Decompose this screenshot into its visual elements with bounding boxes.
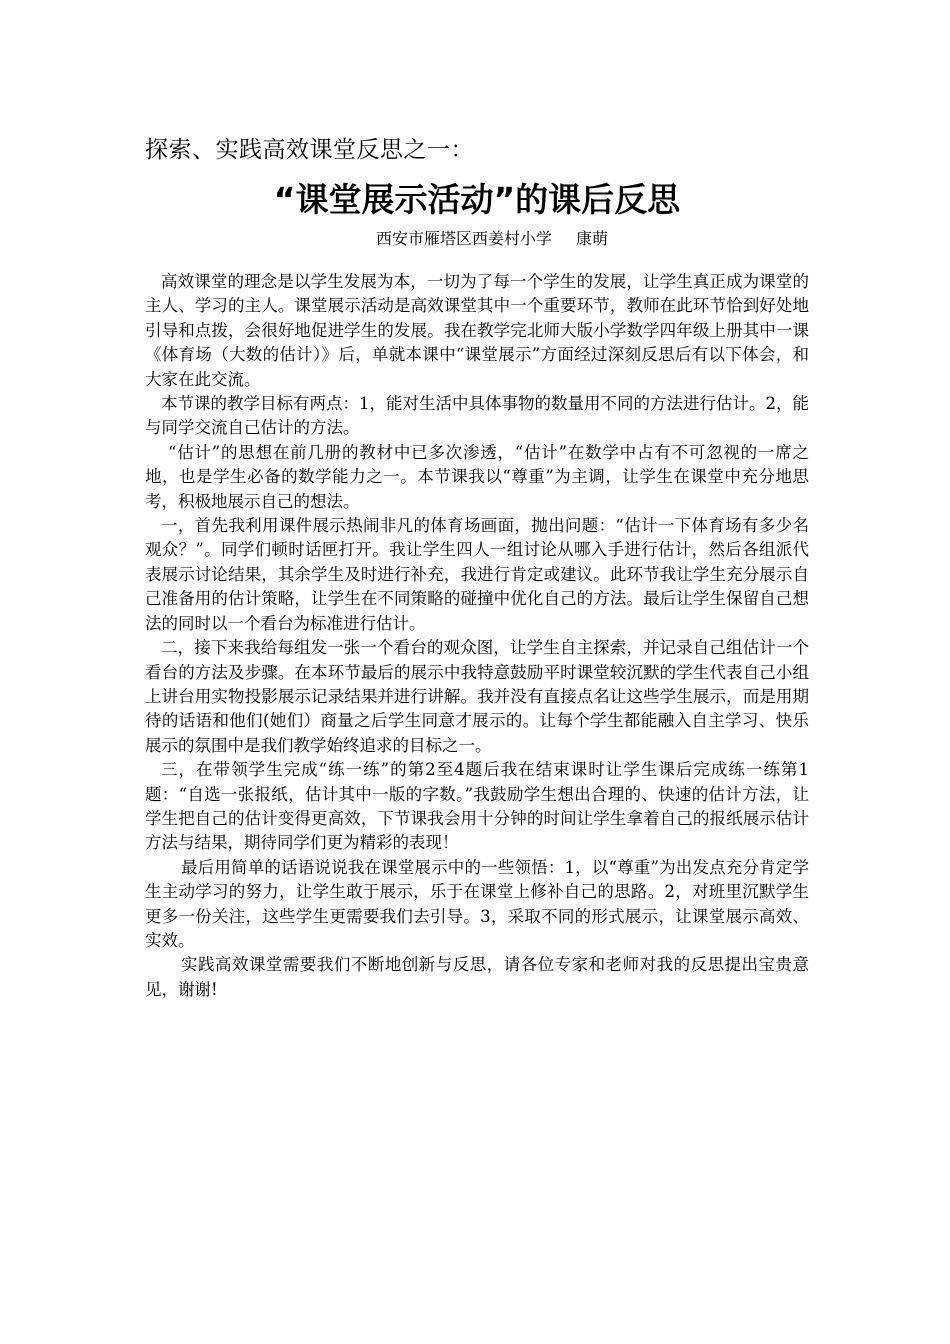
paragraph-step-two: 二，接下来我给每组发一张一个看台的观众图，让学生自主探索，并记录自己组估计一个看台的方法及步骤。在本环节最后的展示中我特意鼓励平时课堂较沉默的学生代表自己小组上讲台用实物投影展示记录结果并进行讲解。我并没有直接点名让这些学生展示，而是用期待的话语和他们(她们）商量之后学生同意才展示的。让每个学生都能融入自主学习、快乐展示的氛围中是我们教学始终追求的目标之一。 [145, 638, 809, 755]
main-title: “课堂展示活动”的课后反思 [273, 180, 681, 219]
author-name: 康萌 [576, 229, 609, 248]
document-page [145, 130, 809, 1002]
paragraph-step-three: 三，在带领学生完成“练一练”的第2至4题后我在结束课时让学生课后完成练一练第1题：“自选一张报纸，估计其中一版的字数。”我鼓励学生想出合理的、快速的估计方法，让学生把自己的估计变得更高效，下节课我会用十分钟的时间让学生拿着自己的报纸展示估计方法与结果，期待同学们更为精彩的表现！ [145, 760, 809, 853]
paragraph-reflection: 最后用简单的话语说说我在课堂展示中的一些领悟：1，以“尊重”为出发点充分肯定学生主动学习的努力，让学生敢于展示，乐于在课堂上修补自己的思路。2，对班里沉默学生更多一份关注，这些学生更需要我们去引导。3，采取不同的形式展示，让课堂展示高效、实效。 [145, 857, 809, 950]
paragraph-goals: 本节课的教学目标有两点：1，能对生活中具体事物的数量用不同的方法进行估计。2，能与同学交流自己估计的方法。 [145, 394, 809, 438]
paragraph-step-one: 一，首先我利用课件展示热闹非凡的体育场画面，抛出问题：“估计一下体育场有多少名观众？”。同学们顿时话匣打开。我让学生四人一组讨论从哪入手进行估计，然后各组派代表展示讨论结果，其余学生及时进行补充，我进行肯定或建议。此环节我让学生充分展示自己准备用的估计策略，让学生在不同策略的碰撞中优化自己的方法。最后让学生保留自己想法的同时以一个看台为标准进行估计。 [145, 516, 809, 633]
body-text [145, 270, 809, 1002]
paragraph-intro: 高效课堂的理念是以学生发展为本，一切为了每一个学生的发展，让学生真正成为课堂的主人、学习的主人。课堂展示活动是高效课堂其中一个重要环节，教师在此环节恰到好处地引导和点拨，会很好地促进学生的发展。我在教学完北师大版小学数学四年级上册其中一课《体育场（大数的估计）》后，单就本课中“课堂展示”方面经过深刻反思后有以下体会，和大家在此交流。 [145, 272, 809, 389]
byline [145, 226, 809, 252]
paragraph-estimation: “估计”的思想在前几册的教材中已多次渗透，“估计”在数学中占有不可忽视的一席之地，也是学生必备的数学能力之一。本节课我以“尊重”为主调，让学生在课堂中充分地思考，积极地展示自己的想法。 [145, 442, 809, 511]
series-title: 探索、实践高效课堂反思之一： [145, 137, 474, 163]
school-name: 西安市雁塔区西姜村小学 [375, 229, 552, 248]
paragraph-closing: 实践高效课堂需要我们不断地创新与反思，请各位专家和老师对我的反思提出宝贵意见，谢谢! [145, 955, 809, 999]
